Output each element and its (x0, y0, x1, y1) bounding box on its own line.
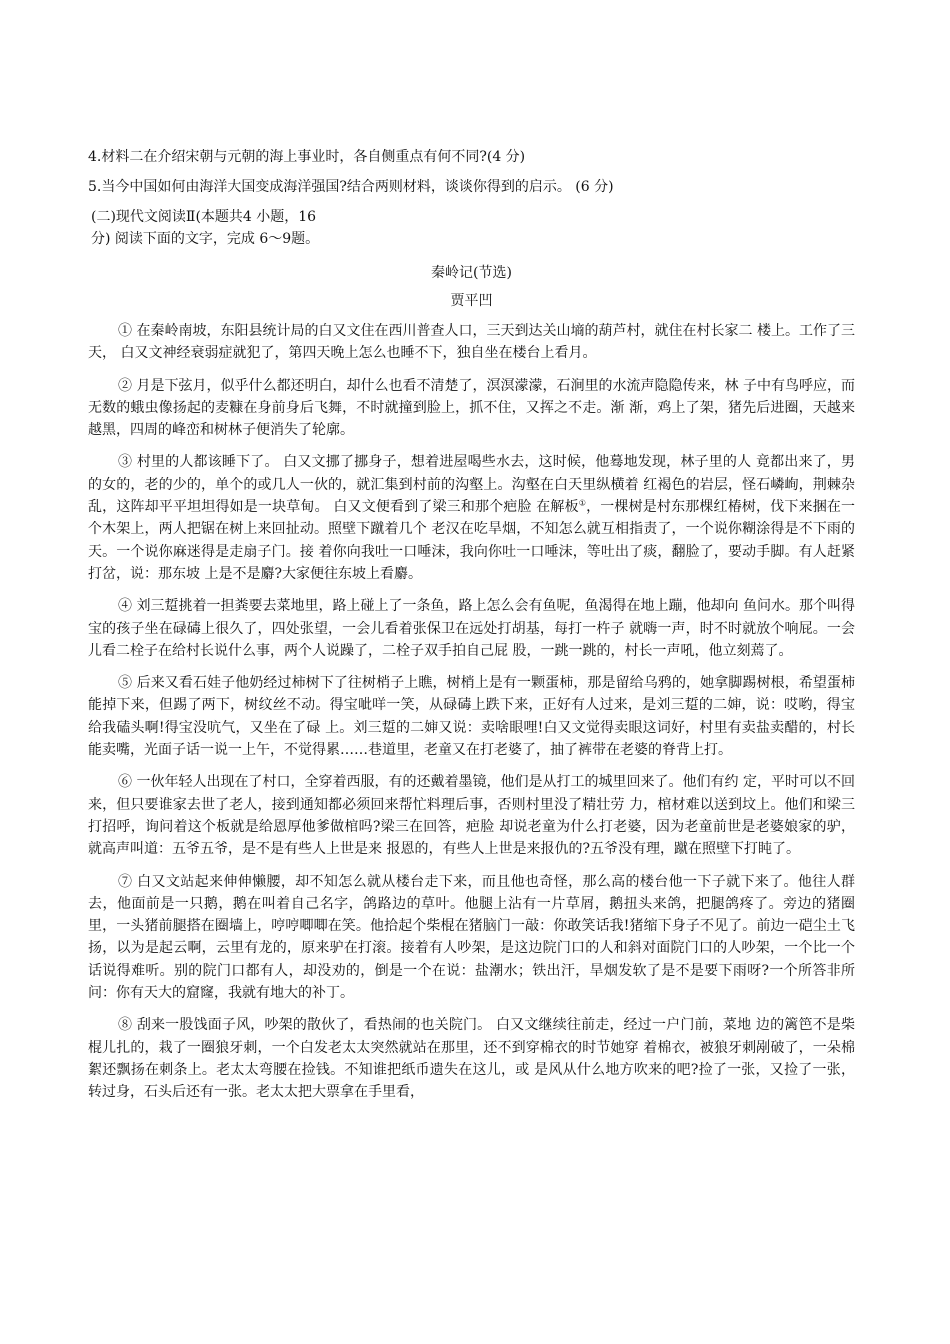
paragraph-6: ⑥ 一伙年轻人出现在了村口，全穿着西服，有的还戴着墨镜，他们是从打工的城里回来了。他们有约 定，平时可以不回来，但只要谁家去世了老人，接到通知都必须回来帮忙料理后事，否则村里没了精壮劳 力，棺材难以送到坟上。他们和梁三打招呼，询问着这个板就是给恩厚他爹做棺吗?梁三在回答，疤脸 却说老童为什么打老婆，因为老童前世是老婆娘家的驴，就高声叫道：五爷五爷，是不是有些人上世是来 报恩的，有些人上世是来报仇的?五爷没有理，蹴在照壁下打盹了。 (88, 774, 855, 858)
paragraph-8: ⑧ 刮来一股饯面子风，吵架的散伙了，看热闹的也关院门。 白又文继续往前走，经过一户门前，菜地 边的篱笆不是柴棍儿扎的，栽了一圈狼牙刺，一个白发老太太突然就站在那里，还不到穿棉衣的时节她穿 着棉衣，被狼牙刺剐破了，一朵棉絮还飘扬在刺条上。老太太弯腰在捡钱。不知谁把纸币遗失在这儿，或 是风从什么地方吹来的吧?捡了一张，又捡了一张，转过身，石头后还有一张。老太太把大票拿在手里看， (88, 1017, 855, 1101)
paragraph-4: ④ 刘三踅挑着一担粪要去菜地里，路上碰上了一条鱼，路上怎么会有鱼呢，鱼渴得在地上蹦，他却向 鱼问水。那个叫得宝的孩子坐在碌碡上很久了，四处张望，一会儿看着张保卫在远处打胡基，每打一杵子 就嗨一声，时不时就放个响屁。一会儿看二栓子在给村长说什么事，两个人说躁了，二栓子双手拍自己屁 股，一跳一跳的，村长一声吼，他立刻蔫了。 (88, 598, 855, 659)
paragraph-3-part-b: ，一棵树是村东那棵红椿树，伐下来捆在一个木架上，两人把锯在树上来回扯动。照壁下蹴着几个 老汉在吃旱烟，不知怎么就互相指责了，一个说你糊涂得是不下雨的天。一个说你麻迷得是走扇子门。接 着你向我吐一口唾沫，我向你吐一口唾沫，等吐出了痰，翻脸了，要动手脚。有人赶紧打岔，说：那东坡 上是不是麝?大家便往东坡上看麝。 (88, 499, 856, 582)
paragraph-3-part-a: ③ 村里的人都该睡下了。 白又文挪了挪身子，想着进屋喝些水去，这时候，他蓦地发现，林子里的人 竟都出来了，男的女的，老的少的，单个的或几人一伙的，就汇集到村前的沟壑上。沟壑在白天里纵横着 红褐色的岩层，怪石嶙峋，荆棘杂乱，这阵却平平坦坦得如是一块草甸。 白又文便看到了梁三和那个疤脸 在解板 (88, 454, 855, 516)
section-heading (91, 206, 855, 250)
article-author: 贾平凹 (450, 293, 493, 309)
article-title: 秦岭记(节选) (431, 265, 512, 281)
paragraph-5: ⑤ 后来又看石娃子他奶经过柿树下了往树梢子上瞧，树梢上是有一颗蛋柿，那是留给乌鸦的，她拿脚踢树根，希望蛋柿能掉下来，但踢了两下，树纹丝不动。得宝呲咩一笑，从碌碡上跌下来，正好有人过来，是刘三踅的二婶，说：哎哟，得宝给我磕头啊!得宝没吭气，又坐在了碌 上。刘三踅的二婶又说：卖啥眼哩!白又文觉得卖眼这词好，村里有卖盐卖醋的，村长能卖嘴，光面子话一说一上午，不觉得累……巷道里，老童又在打老婆了，抽了裤带在老婆的脊背上打。 (88, 675, 855, 759)
paragraph-2: ② 月是下弦月，似乎什么都还明白，却什么也看不清楚了，溟溟濛濛，石涧里的水流声隐隐传来，林 子中有鸟呼应，而无数的蛾虫像扬起的麦糠在身前身后飞舞，不时就撞到脸上，抓不住，又挥之不走。渐 渐，鸡上了架，猪先后进圈，天越来越黑，四周的峰峦和树林子便消失了轮廓。 (88, 377, 855, 439)
paragraph-1: ① 在秦岭南坡，东阳县统计局的白又文住在西川普查人口，三天到达关山墒的葫芦村，就住在村长家二 楼上。工作了三天， 白又文神经衰弱症就犯了，第四天晚上怎么也睡不下，独自坐在楼台上看月。 (88, 323, 855, 362)
section-heading-line1: (二)现代文阅读Ⅱ(本题共4 小题，16 (91, 209, 317, 225)
paragraph-7: ⑦ 白又文站起来伸伸懒腰，却不知怎么就从楼台走下来，而且他也奇怪，那么高的楼台他一下子就下来了。他往人群去，他面前是一只鹅，鹅在叫着自己名字，鸽路边的草叶。他腿上沾有一片草屑，鹅扭头来鸽，把腿鸽疼了。旁边的猪圈里，一头猪前腿搭在圈墙上，哼哼唧唧在笑。他拾起个柴棍在猪脑门一敲：你敢笑话我!猪缩下身子不见了。前边一硙尘土飞扬，以为是起云啊，云里有龙的，原来驴在打滚。接着有人吵架，是这边院门口的人和斜对面院门口的人吵架，一个比一个话说得难听。别的院门口都有人，却没劝的，倒是一个在说：盐潮水；铁出汗，旱烟发软了是不是要下雨呀?一个所答非所问：你有天大的窟窿，我就有地大的补丁。 (88, 873, 855, 1002)
footnote-marker: ① (578, 498, 587, 508)
question-4: 4.材料二在介绍宋朝与元朝的海上事业时，各自侧重点有何不同?(4 分) (88, 149, 526, 165)
section-heading-line2: 分) 阅读下面的文字，完成 6～9题。 (91, 231, 320, 247)
question-5: 5.当今中国如何由海洋大国变成海洋强国?结合两则材料，谈谈你得到的启示。 (6 分) (88, 179, 614, 195)
paragraph-3 (88, 451, 855, 585)
